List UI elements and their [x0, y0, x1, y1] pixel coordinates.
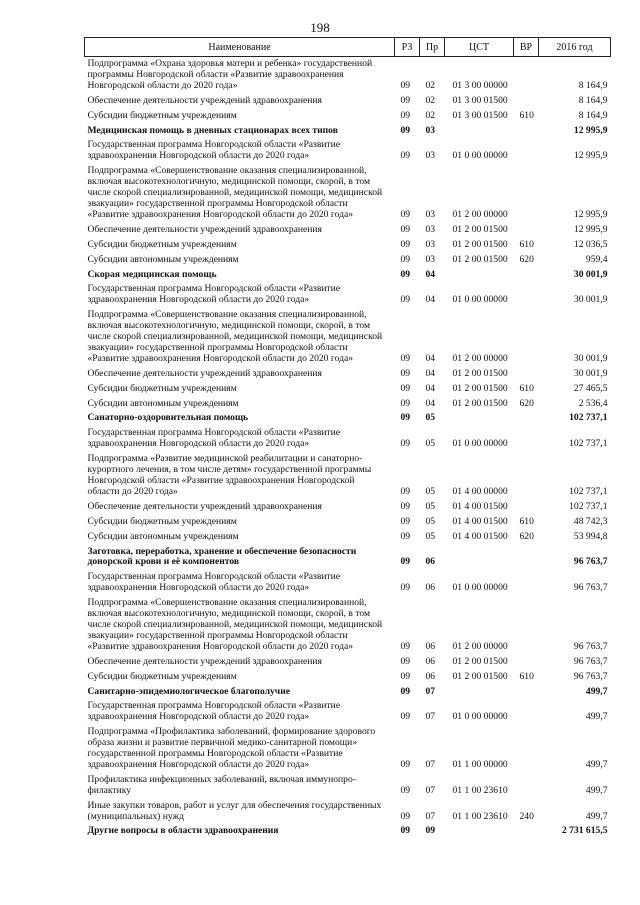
cell-pr: 07 [425, 810, 436, 822]
cell-pr: 03 [425, 223, 436, 235]
table-row [85, 164, 611, 223]
cell-name: Подпрограмма «Развитие медицинской реабилитации и санаторно-курортного лечения, в том числе детям» государственной программы Новгородской области «Развитие здравоохранения Новгородской области до 2020 года» [87, 453, 372, 497]
cell-vr [514, 570, 539, 596]
cell-pr: 02 [425, 109, 436, 121]
cell-vr: 610 [519, 515, 534, 527]
cell-pr: 05 [425, 500, 436, 512]
cell-pr: 04 [425, 382, 436, 394]
cell-cst: 01 0 00 00000 [452, 711, 508, 723]
cell-pr: 03 [425, 238, 436, 250]
table-row [85, 94, 611, 109]
cell-rz: 09 [400, 711, 411, 723]
cell-pr: 04 [425, 352, 436, 364]
cell-rz: 09 [400, 382, 411, 394]
cell-sum: 102 737,1 [569, 485, 608, 497]
cell-sum: 12 995,9 [573, 223, 608, 235]
cell-cst: 01 4 00 01500 [452, 500, 508, 512]
cell-sum: 48 742,3 [573, 515, 608, 527]
cell-pr: 07 [425, 711, 436, 723]
cell-name: Государственная программа Новгородской области «Развитие здравоохранения Новгородской области до 2020 года» [87, 139, 341, 162]
cell-sum: 2 731 615,5 [561, 825, 608, 837]
table-body [85, 57, 611, 840]
cell-cst: 01 2 00 00000 [452, 352, 508, 364]
section-row [85, 685, 611, 700]
cell-rz: 09 [400, 515, 411, 527]
cell-name: Субсидии автономным учреждениям [87, 397, 239, 409]
cell-pr: 03 [425, 150, 436, 162]
cell-sum: 96 763,7 [573, 582, 608, 594]
page-number: 198 [310, 20, 330, 35]
cell-cst: 01 1 00 23610 [452, 810, 508, 822]
cell-cst: 01 1 00 23610 [452, 784, 508, 796]
cell-pr: 07 [425, 784, 436, 796]
table-row [85, 426, 611, 452]
cell-rz: 09 [400, 530, 411, 542]
cell-name: Профилактика инфекционных заболеваний, включая иммунопрофилактику [87, 773, 356, 796]
cell-vr: 610 [519, 382, 534, 394]
cell-rz: 09 [400, 758, 411, 770]
cell-sum: 499,7 [585, 685, 608, 697]
cell-vr: 240 [519, 810, 534, 822]
cell-cst: 01 4 00 00000 [452, 485, 508, 497]
cell-cst: 01 4 00 01500 [452, 515, 508, 527]
cell-vr [514, 94, 539, 109]
cell-cst [445, 685, 514, 700]
cell-sum: 96 763,7 [573, 670, 608, 682]
cell-cst: 01 0 00 00000 [452, 582, 508, 594]
cell-vr [514, 699, 539, 725]
cell-pr: 03 [425, 124, 436, 136]
cell-vr [514, 500, 539, 515]
table-row [85, 253, 611, 268]
cell-pr: 03 [425, 253, 436, 265]
cell-cst: 01 2 00 01500 [452, 253, 508, 265]
cell-vr [514, 138, 539, 164]
cell-name: Обеспечение деятельности учреждений здравоохранения [87, 367, 322, 379]
table-row [85, 699, 611, 725]
cell-pr: 02 [425, 79, 436, 91]
cell-sum: 12 036,5 [573, 238, 608, 250]
cell-rz: 09 [400, 556, 411, 568]
cell-pr: 03 [425, 208, 436, 220]
cell-pr: 07 [425, 685, 436, 697]
cell-pr: 05 [425, 438, 436, 450]
table-row [85, 109, 611, 124]
section-row [85, 824, 611, 839]
cell-rz: 09 [400, 397, 411, 409]
cell-pr: 06 [425, 556, 436, 568]
cell-cst: 01 0 00 00000 [452, 294, 508, 306]
cell-name: Иные закупки товаров, работ и услуг для обеспечения государственных (муниципальных) нужд [87, 799, 382, 822]
cell-sum: 12 995,9 [573, 150, 608, 162]
cell-pr: 05 [425, 412, 436, 424]
cell-sum: 102 737,1 [569, 438, 608, 450]
cell-name: Другие вопросы в области здравоохранения [87, 825, 279, 837]
table-row [85, 397, 611, 412]
cell-vr: 610 [519, 238, 534, 250]
cell-sum: 8 164,9 [578, 109, 608, 121]
header-pr: Пр [420, 38, 445, 57]
cell-name: Субсидии автономным учреждениям [87, 530, 239, 542]
cell-pr: 06 [425, 640, 436, 652]
cell-rz: 09 [400, 640, 411, 652]
cell-cst: 01 2 00 01500 [452, 670, 508, 682]
cell-vr [514, 308, 539, 367]
cell-name: Государственная программа Новгородской области «Развитие здравоохранения Новгородской области до 2020 года» [87, 427, 341, 450]
section-row [85, 124, 611, 139]
cell-cst: 01 2 00 01500 [452, 382, 508, 394]
cell-name: Санитарно-эпидемиологическое благополучие [87, 685, 290, 697]
cell-pr: 05 [425, 515, 436, 527]
cell-vr: 620 [519, 397, 534, 409]
cell-sum: 30 001,9 [573, 294, 608, 306]
cell-sum: 8 164,9 [578, 94, 608, 106]
cell-pr: 06 [425, 655, 436, 667]
cell-cst [445, 124, 514, 139]
cell-name: Обеспечение деятельности учреждений здравоохранения [87, 500, 322, 512]
cell-rz: 09 [400, 582, 411, 594]
section-row [85, 545, 611, 571]
cell-name: Обеспечение деятельности учреждений здравоохранения [87, 223, 322, 235]
cell-pr: 04 [425, 268, 436, 280]
cell-name: Подпрограмма «Совершенствование оказания специализированной, включая высокотехнологичную, медицинской помощи, скорой, в том числе скорой специализированной, медицинской помощи, медицинской эвакуации» государственной программы Новгородской области «Развитие здравоохранения Новгородской области до 2020 года» [87, 597, 383, 652]
table-header-row [85, 38, 611, 57]
cell-vr: 620 [519, 530, 534, 542]
table-row [85, 515, 611, 530]
cell-vr [514, 685, 539, 700]
cell-rz: 09 [400, 670, 411, 682]
cell-name: Санаторно-оздоровительная помощь [87, 412, 249, 424]
budget-table [84, 37, 611, 839]
cell-name: Обеспечение деятельности учреждений здравоохранения [87, 94, 322, 106]
table-row [85, 223, 611, 238]
cell-cst: 01 3 00 00000 [452, 79, 508, 91]
cell-rz: 09 [400, 500, 411, 512]
table-row [85, 500, 611, 515]
table-row [85, 282, 611, 308]
header-rz: РЗ [395, 38, 420, 57]
cell-name: Подпрограмма «Совершенствование оказания специализированной, включая высокотехнологичную, медицинской помощи, скорой, в том числе скорой специализированной, медицинской помощи, медицинской эвакуации» государственной программы Новгородской области «Развитие здравоохранения Новгородской области до 2020 года» [87, 309, 383, 364]
cell-sum: 96 763,7 [573, 640, 608, 652]
cell-name: Государственная программа Новгородской области «Развитие здравоохранения Новгородской области до 2020 года» [87, 283, 341, 306]
cell-sum: 102 737,1 [569, 500, 608, 512]
cell-cst: 01 2 00 01500 [452, 655, 508, 667]
cell-rz: 09 [400, 268, 411, 280]
cell-sum: 96 763,7 [573, 556, 608, 568]
cell-vr [514, 452, 539, 500]
cell-pr: 09 [425, 825, 436, 837]
cell-rz: 09 [400, 412, 411, 424]
cell-vr [514, 57, 539, 94]
cell-vr [514, 367, 539, 382]
cell-rz: 09 [400, 485, 411, 497]
table-row [85, 367, 611, 382]
cell-rz: 09 [400, 124, 411, 136]
cell-name: Государственная программа Новгородской области «Развитие здравоохранения Новгородской области до 2020 года» [87, 571, 341, 594]
cell-vr [514, 223, 539, 238]
cell-cst [445, 268, 514, 283]
cell-sum: 12 995,9 [573, 124, 608, 136]
table-row [85, 670, 611, 685]
cell-rz: 09 [400, 825, 411, 837]
cell-name: Государственная программа Новгородской области «Развитие здравоохранения Новгородской области до 2020 года» [87, 700, 341, 723]
cell-vr: 610 [519, 670, 534, 682]
cell-rz: 09 [400, 294, 411, 306]
table-row [85, 382, 611, 397]
cell-rz: 09 [400, 150, 411, 162]
cell-vr [514, 164, 539, 223]
cell-name: Субсидии автономным учреждениям [87, 253, 239, 265]
cell-rz: 09 [400, 810, 411, 822]
section-row [85, 268, 611, 283]
cell-sum: 102 737,1 [569, 412, 608, 424]
cell-rz: 09 [400, 253, 411, 265]
cell-cst: 01 2 00 01500 [452, 223, 508, 235]
cell-vr [514, 725, 539, 773]
cell-vr [514, 282, 539, 308]
cell-rz: 09 [400, 94, 411, 106]
cell-sum: 2 536,4 [578, 397, 608, 409]
table-row [85, 596, 611, 655]
cell-sum: 30 001,9 [573, 367, 608, 379]
table-row [85, 238, 611, 253]
cell-cst: 01 0 00 00000 [452, 150, 508, 162]
table-row [85, 138, 611, 164]
cell-cst: 01 2 00 01500 [452, 397, 508, 409]
cell-pr: 02 [425, 94, 436, 106]
table-row [85, 570, 611, 596]
cell-pr: 06 [425, 670, 436, 682]
cell-vr [514, 411, 539, 426]
cell-vr: 610 [519, 109, 534, 121]
cell-vr [514, 824, 539, 839]
cell-sum: 499,7 [585, 784, 608, 796]
cell-name: Обеспечение деятельности учреждений здравоохранения [87, 655, 322, 667]
table-row [85, 57, 611, 94]
table-row [85, 308, 611, 367]
cell-pr: 04 [425, 294, 436, 306]
cell-name: Медицинская помощь в дневных стационарах всех типов [87, 124, 338, 136]
cell-rz: 09 [400, 238, 411, 250]
cell-sum: 959,4 [585, 253, 608, 265]
cell-sum: 499,7 [585, 758, 608, 770]
cell-vr [514, 426, 539, 452]
cell-cst: 01 2 00 00000 [452, 640, 508, 652]
cell-name: Подпрограмма «Совершенствование оказания специализированной, включая высокотехнологичную, медицинской помощи, скорой, в том числе скорой специализированной, медицинской помощи, медицинской эвакуации» государственной программы Новгородской области «Развитие здравоохранения Новгородской области до 2020 года» [87, 165, 383, 220]
cell-pr: 04 [425, 397, 436, 409]
cell-name: Подпрограмма «Профилактика заболеваний, формирование здорового образа жизни и развитие первичной медико-санитарной помощи» государственной программы Новгородской области «Развитие здравоохранения Новгородской области до 2020 года» [87, 726, 376, 770]
cell-rz: 09 [400, 655, 411, 667]
cell-pr: 07 [425, 758, 436, 770]
cell-rz: 09 [400, 685, 411, 697]
cell-vr [514, 655, 539, 670]
cell-sum: 499,7 [585, 711, 608, 723]
header-sum: 2016 год [539, 38, 611, 57]
table-row [85, 773, 611, 799]
cell-vr [514, 545, 539, 571]
cell-pr: 05 [425, 485, 436, 497]
cell-sum: 96 763,7 [573, 655, 608, 667]
cell-pr: 05 [425, 530, 436, 542]
cell-name: Субсидии бюджетным учреждениям [87, 238, 237, 250]
cell-rz: 09 [400, 352, 411, 364]
cell-vr [514, 124, 539, 139]
cell-name: Субсидии бюджетным учреждениям [87, 515, 237, 527]
cell-sum: 30 001,9 [573, 268, 608, 280]
cell-cst: 01 3 00 01500 [452, 94, 508, 106]
cell-pr: 06 [425, 582, 436, 594]
cell-cst: 01 2 00 01500 [452, 367, 508, 379]
cell-pr: 04 [425, 367, 436, 379]
cell-cst [445, 411, 514, 426]
cell-name: Субсидии бюджетным учреждениям [87, 670, 237, 682]
cell-vr [514, 596, 539, 655]
header-name: Наименование [85, 38, 395, 57]
cell-name: Заготовка, переработка, хранение и обеспечение безопасности донорской крови и её компонентов [87, 545, 357, 568]
table-row [85, 799, 611, 825]
cell-vr [514, 773, 539, 799]
cell-sum: 8 164,9 [578, 79, 608, 91]
cell-sum: 12 995,9 [573, 208, 608, 220]
cell-rz: 09 [400, 223, 411, 235]
cell-rz: 09 [400, 438, 411, 450]
cell-cst [445, 545, 514, 571]
cell-rz: 09 [400, 208, 411, 220]
cell-rz: 09 [400, 367, 411, 379]
cell-name: Скорая медицинская помощь [87, 268, 217, 280]
cell-sum: 30 001,9 [573, 352, 608, 364]
cell-cst: 01 1 00 00000 [452, 758, 508, 770]
cell-sum: 27 465,5 [573, 382, 608, 394]
cell-rz: 09 [400, 109, 411, 121]
table-row [85, 452, 611, 500]
cell-cst: 01 0 00 00000 [452, 438, 508, 450]
cell-name: Субсидии бюджетным учреждениям [87, 109, 237, 121]
header-cst: ЦСТ [445, 38, 514, 57]
table-row [85, 530, 611, 545]
cell-vr [514, 268, 539, 283]
table-row [85, 725, 611, 773]
cell-name: Подпрограмма «Охрана здоровья матери и ребенка» государственной программы Новгородской области «Развитие здравоохранения Новгородской области до 2020 года» [87, 58, 373, 91]
cell-rz: 09 [400, 784, 411, 796]
table-row [85, 655, 611, 670]
cell-name: Субсидии бюджетным учреждениям [87, 382, 237, 394]
section-row [85, 411, 611, 426]
header-vr: ВР [514, 38, 539, 57]
cell-cst [445, 824, 514, 839]
cell-rz: 09 [400, 79, 411, 91]
cell-cst: 01 3 00 01500 [452, 109, 508, 121]
cell-vr: 620 [519, 253, 534, 265]
cell-cst: 01 2 00 00000 [452, 208, 508, 220]
cell-cst: 01 4 00 01500 [452, 530, 508, 542]
cell-sum: 499,7 [585, 810, 608, 822]
cell-sum: 53 994,8 [573, 530, 608, 542]
cell-cst: 01 2 00 01500 [452, 238, 508, 250]
